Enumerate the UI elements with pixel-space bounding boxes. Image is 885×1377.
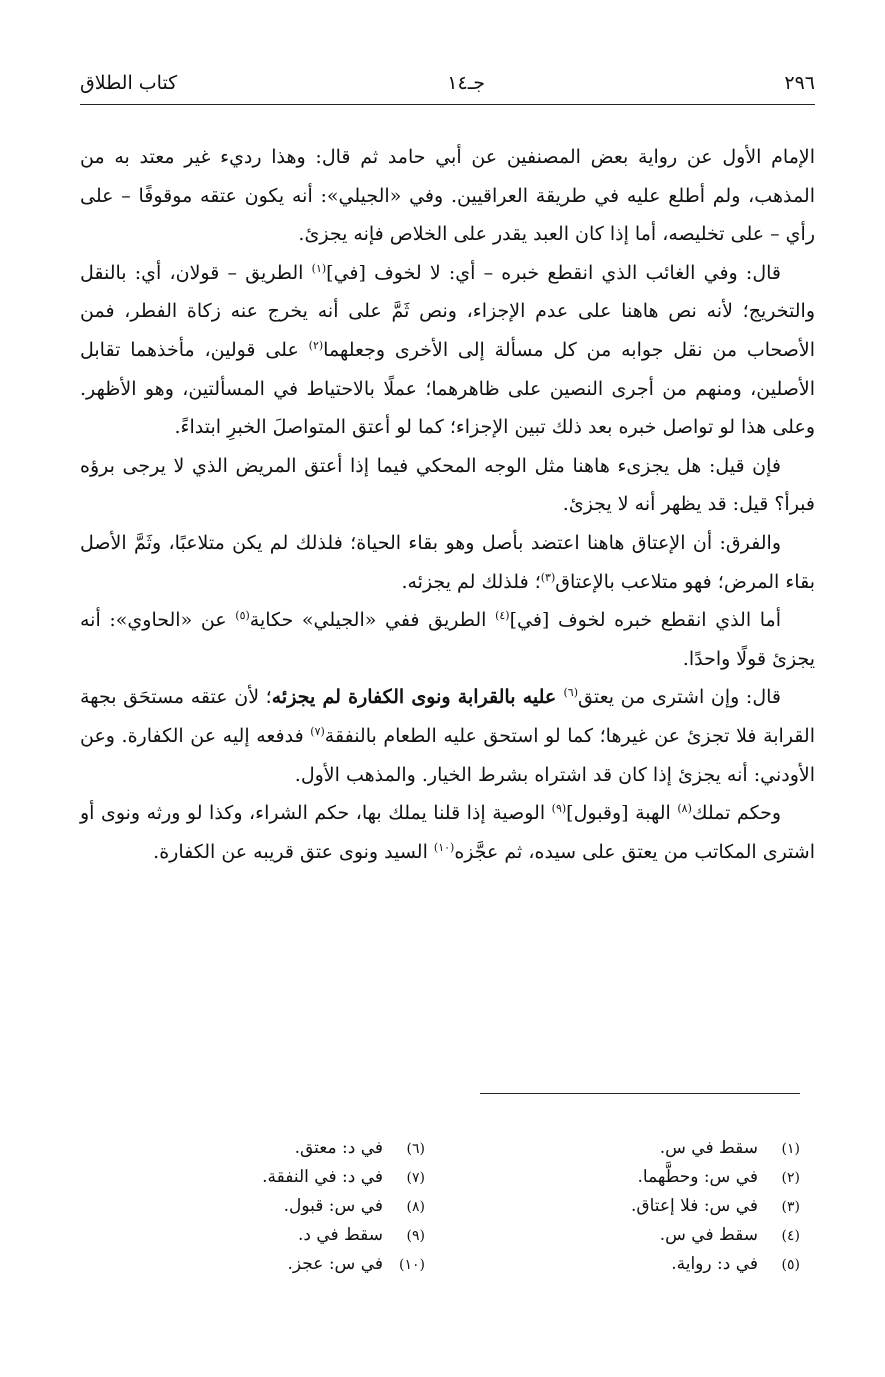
- footnote-ref-5[interactable]: (٥): [235, 609, 250, 623]
- footnote-item: (١٠)في س: عجز.: [287, 1254, 425, 1274]
- footnote-ref-10[interactable]: (١٠): [433, 840, 455, 854]
- running-header: [80, 72, 815, 106]
- footnote-item: (١)سقط في س.: [659, 1138, 800, 1158]
- footnotes-column-left: [80, 1134, 425, 1279]
- footnote-item: (٤)سقط في س.: [659, 1225, 800, 1245]
- footnote-ref-7[interactable]: (٧): [310, 724, 325, 738]
- footnote-item: (٦)في د: معتق.: [294, 1138, 425, 1158]
- paragraph-3: فإن قيل: هل يجزىء هاهنا مثل الوجه المحكي فيما إذا أعتق المريض الذي لا يرجى برؤه فبرأ؟ قيل: قد يظهر أنه لا يجزئ.: [80, 454, 815, 516]
- main-text: [80, 138, 815, 871]
- paragraph-2: قال: وفي الغائب الذي انقطع خبره – أي: لا لخوف [في]$^{(١)}$ الطريق – قولان، أي: بالنقل والتخريج؛ لأنه نص هاهنا على عدم الإجزاء، ونص ثَمَّ على أنه يخرج عنه زكاة الفطر، فمن الأصحاب من نقل جوابه من كل مسألة إلى الأخرى وجعلهما$^{(٢)}$ على قولين، مأخذهما تقابل الأصلين، ومنهم من أجرى النصين على ظاهرهما؛ عملًا بالاحتياط في المسألتين، وهو الأظهر. وعلى هذا لو تواصل خبره بعد ذلك تبين الإجزاء؛ كما لو أعتق المتواصلَ الخبرِ ابتداءً.: [80, 261, 816, 439]
- paragraph-5: أما الذي انقطع خبره لخوف [في]$^{(٤)}$ الطريق ففي «الجيلي» حكاية$^{(٥)}$ عن «الحاوي»: أنه يجزئ قولًا واحدًا.: [80, 609, 815, 670]
- paragraph-7: وحكم تملك$^{(٨)}$ الهبة [وقبول]$^{(٩)}$ الوصية إذا قلنا يملك بها، حكم الشراء، وكذا لو ورثه ونوى أو اشترى المكاتب من يعتق على سيده، ثم عجَّزه$^{(١٠)}$ السيد ونوى عتق قريبه عن الكفارة.: [80, 802, 815, 863]
- paragraph-4: والفرق: أن الإعتاق هاهنا اعتضد بأصل وهو بقاء الحياة؛ فلذلك لم يكن متلاعبًا، وثَمَّ الأصل بقاء المرض؛ فهو متلاعب بالإعتاق$^{(٣)}$؛ فلذلك لم يجزئه.: [80, 531, 815, 593]
- header-rule: [80, 104, 815, 105]
- footnote-ref-3[interactable]: (٣): [540, 570, 556, 584]
- footnote-ref-8[interactable]: (٨): [677, 802, 692, 816]
- paragraph-1: الإمام الأول عن رواية بعض المصنفين عن أبي حامد ثم قال: وهذا رديء غير معتد به من المذهب، ولم أطلع عليه في طريقة العراقيين. وفي «الجيلي»: أنه يكون عتقه موقوفًا – على رأي – على تخليصه، أما إذا كان العبد يقدر على الخلاص فإنه يجزئ.: [80, 146, 815, 246]
- footnote-ref-4[interactable]: (٤): [495, 609, 510, 623]
- footnote-ref-6[interactable]: (٦): [563, 686, 578, 700]
- footnote-item: (٩)سقط في د.: [297, 1225, 425, 1245]
- footnotes-column-right: [480, 1134, 800, 1279]
- footnote-ref-9[interactable]: (٩): [551, 802, 567, 816]
- paragraph-6: قال: وإن اشترى من يعتق$^{(٦)}$ عليه بالقرابة ونوى الكفارة لم يجزئه؛ لأن عتقه مستحَق بجهة القرابة فلا تجزئ عن غيرها؛ كما لو استحق عليه الطعام بالنفقة$^{(٧)}$ فدفعه إليه عن الكفارة. وعن الأودني: أنه يجزئ إذا كان قد اشتراه بشرط الخيار. والمذهب الأول.: [80, 686, 815, 786]
- page-number: ٢٩٦: [784, 72, 815, 94]
- volume-number: جـ١٤: [447, 72, 485, 94]
- footnote-item: (٢)في س: وحطَّهما.: [637, 1167, 800, 1187]
- bold-matn-text: عليه بالقرابة ونوى الكفارة لم يجزئه: [271, 686, 564, 709]
- footnote-item: (٧)في د: في النفقة.: [262, 1167, 425, 1187]
- footnote-ref-2[interactable]: (٢): [308, 338, 324, 352]
- book-title: كتاب الطلاق: [80, 72, 178, 94]
- footnote-item: (٨)في س: قبول.: [283, 1196, 425, 1216]
- footnote-ref-1[interactable]: (١): [311, 261, 327, 275]
- footnote-item: (٣)في س: فلا إعتاق.: [630, 1196, 800, 1216]
- footnote-item: (٥)في د: رواية.: [671, 1254, 800, 1274]
- footnote-rule: [480, 1093, 800, 1094]
